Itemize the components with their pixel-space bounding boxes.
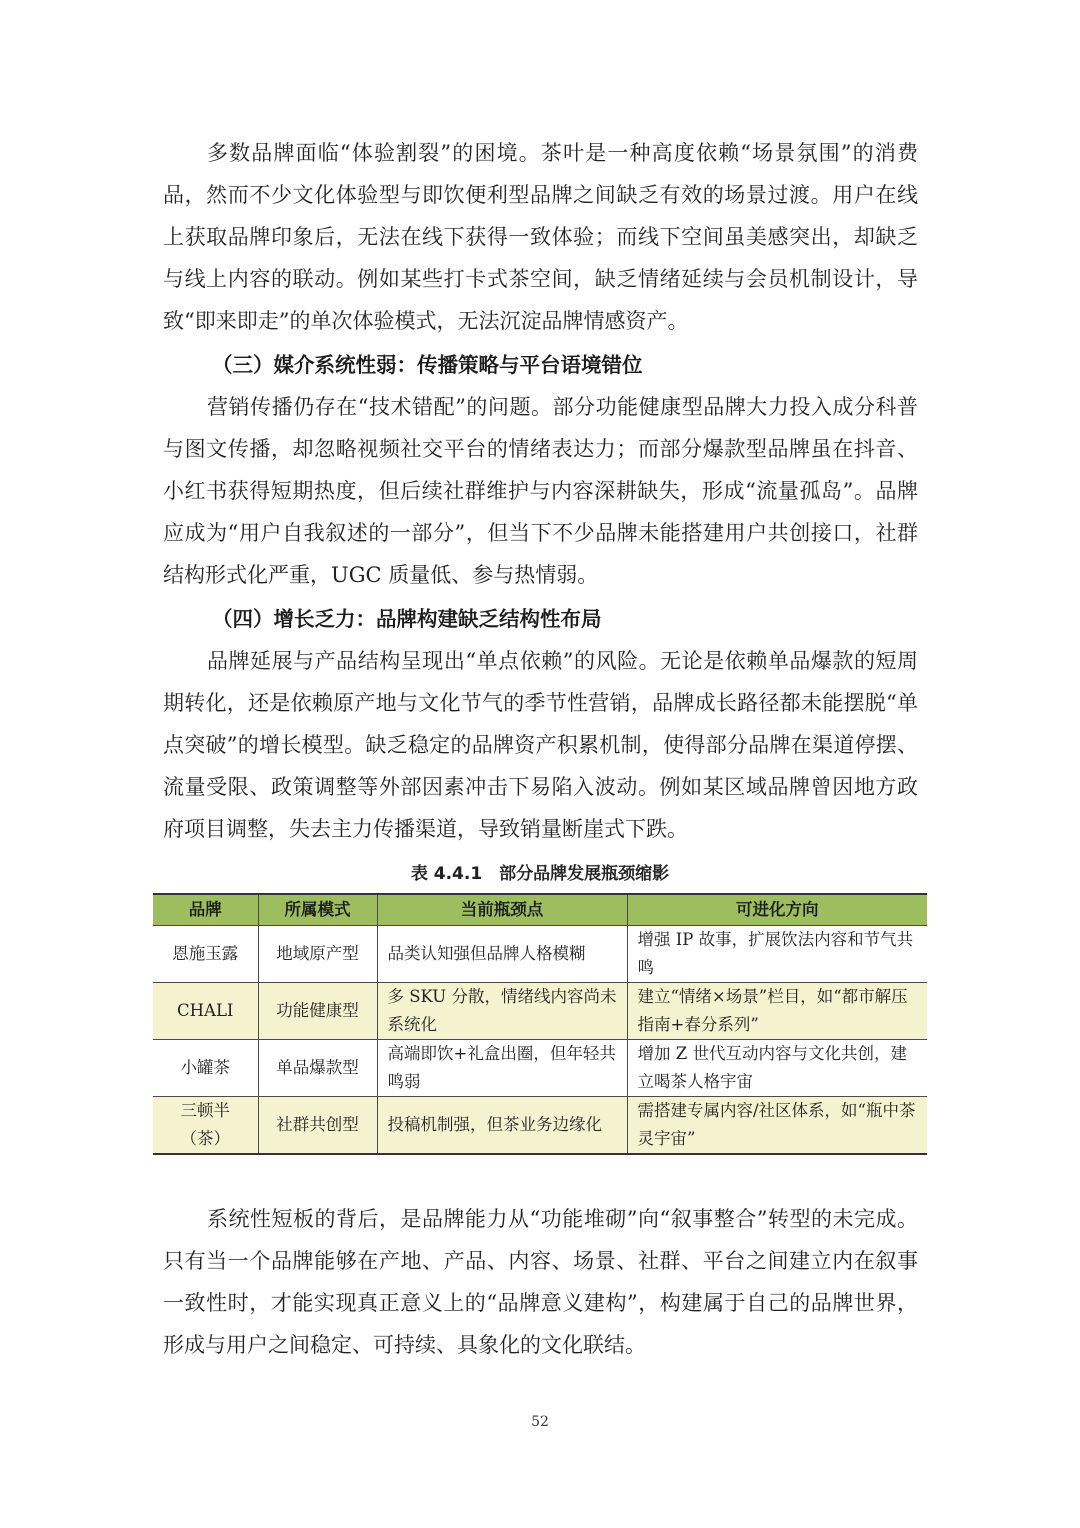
table-row (153, 983, 927, 1040)
paragraph-experience-split: 多数品牌面临“体验割裂”的困境。茶叶是一种高度依赖“场景氛围”的消费品，然而不少文化体验型与即饮便利型品牌之间缺乏有效的场景过渡。用户在线上获取品牌印象后，无法在线下获得一致体验；而线下空间虽美感突出，却缺乏与线上内容的联动。例如某些打卡式茶空间，缺乏情绪延续与会员机制设计，导致“即来即走”的单次体验模式，无法沉淀品牌情感资产。 (163, 141, 918, 333)
table-caption: 表 4.4.1 部分品牌发展瓶颈缩影 (410, 864, 670, 884)
cell-direction: 建立“情绪×场景”栏目，如“都市解压指南+春分系列” (627, 983, 927, 1040)
cell-bottleneck: 品类认知强但品牌人格模糊 (377, 926, 627, 983)
column-header-brand: 品牌 (153, 894, 258, 926)
column-header-direction: 可进化方向 (627, 894, 927, 926)
column-header-bottleneck: 当前瓶颈点 (377, 894, 627, 926)
cell-mode: 功能健康型 (258, 983, 377, 1040)
cell-bottleneck: 投稿机制强，但茶业务边缘化 (377, 1097, 627, 1155)
cell-brand: 小罐茶 (153, 1040, 258, 1097)
cell-brand: 恩施玉露 (153, 926, 258, 983)
cell-brand: 三顿半（茶） (153, 1097, 258, 1155)
cell-brand: CHALI (153, 983, 258, 1040)
paragraph-single-point-risk: 品牌延展与产品结构呈现出“单点依赖”的风险。无论是依赖单品爆款的短周期转化，还是依赖原产地与文化节气的季节性营销，品牌成长路径都未能摆脱“单点突破”的增长模型。缺乏稳定的品牌资产积累机制，使得部分品牌在渠道停摆、流量受限、政策调整等外部因素冲击下易陷入波动。例如某区域品牌曾因地方政府项目调整，失去主力传播渠道，导致销量断崖式下跌。 (163, 649, 918, 841)
brand-bottleneck-table (153, 893, 927, 1155)
page-number: 52 (531, 1414, 549, 1430)
table-row (153, 1097, 927, 1155)
column-header-mode: 所属模式 (258, 894, 377, 926)
cell-mode: 地域原产型 (258, 926, 377, 983)
section-heading-media: （三）媒介系统性弱：传播策略与平台语境错位 (212, 353, 643, 377)
cell-mode: 单品爆款型 (258, 1040, 377, 1097)
cell-direction: 增加 Z 世代互动内容与文化共创，建立喝茶人格宇宙 (627, 1040, 927, 1097)
cell-direction: 增强 IP 故事，扩展饮法内容和节气共鸣 (627, 926, 927, 983)
cell-direction: 需搭建专属内容/社区体系，如“瓶中茶灵宇宙” (627, 1097, 927, 1155)
paragraph-marketing-mismatch: 营销传播仍存在“技术错配”的问题。部分功能健康型品牌大力投入成分科普与图文传播，却忽略视频社交平台的情绪表达力；而部分爆款型品牌虽在抖音、小红书获得短期热度，但后续社群维护与内容深耕缺失，形成“流量孤岛”。品牌应成为“用户自我叙述的一部分”，但当下不少品牌未能搭建用户共创接口，社群结构形式化严重，UGC 质量低、参与热情弱。 (163, 395, 918, 587)
table-header-row (153, 894, 927, 926)
table-row (153, 1040, 927, 1097)
table-row (153, 926, 927, 983)
section-heading-growth: （四）增长乏力：品牌构建缺乏结构性布局 (212, 607, 602, 631)
cell-bottleneck: 多 SKU 分散，情绪线内容尚未系统化 (377, 983, 627, 1040)
cell-bottleneck: 高端即饮+礼盒出圈，但年轻共鸣弱 (377, 1040, 627, 1097)
cell-mode: 社群共创型 (258, 1097, 377, 1155)
paragraph-conclusion: 系统性短板的背后，是品牌能力从“功能堆砌”向“叙事整合”转型的未完成。只有当一个品牌能够在产地、产品、内容、场景、社群、平台之间建立内在叙事一致性时，才能实现真正意义上的“品牌意义建构”，构建属于自己的品牌世界，形成与用户之间稳定、可持续、具象化的文化联结。 (163, 1207, 918, 1357)
